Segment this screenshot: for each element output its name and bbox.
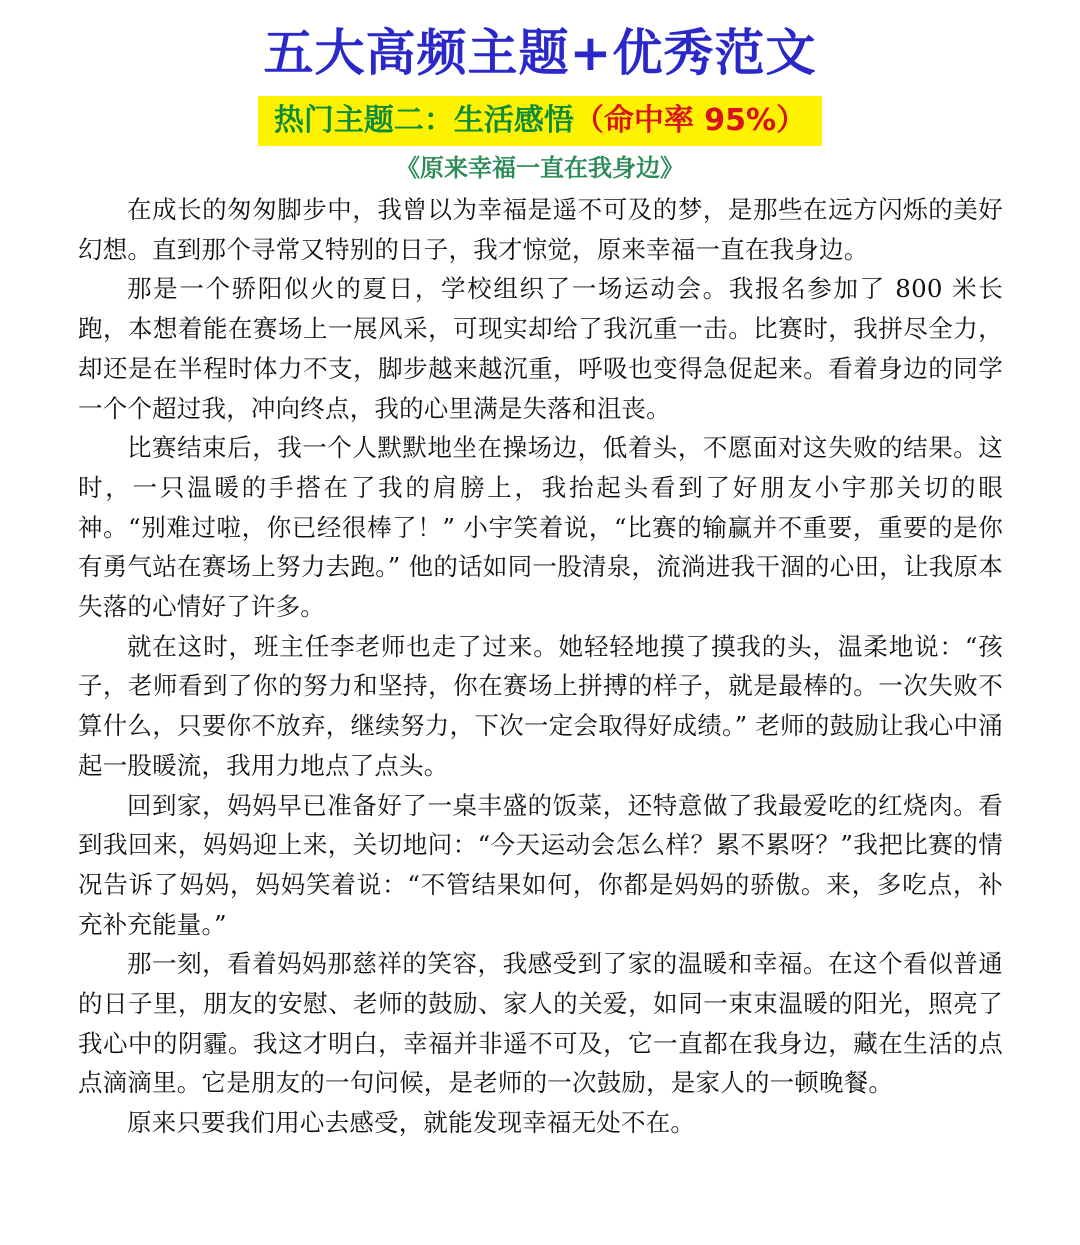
essay-paragraph: 那一刻，看着妈妈那慈祥的笑容，我感受到了家的温暖和幸福。在这个看似普通的日子里，朋友的安慰、老师的鼓励、家人的关爱，如同一束束温暖的阳光，照亮了我心中的阴霾。我这才明白，幸福并非遥不可及，它一直都在我身边，藏在生活的点点滴滴里。它是朋友的一句问候，是老师的一次鼓励，是家人的一顿晚餐。 — [78, 949, 1003, 1098]
subtitle-banner — [0, 96, 1080, 146]
essay-paragraph: 在成长的匆匆脚步中，我曾以为幸福是遥不可及的梦，是那些在远方闪烁的美好幻想。直到那个寻常又特别的日子，我才惊觉，原来幸福一直在我身边。 — [78, 195, 1003, 264]
subtitle-theme: 热门主题二：生活感悟 — [273, 103, 574, 138]
essay-title: 《原来幸福一直在我身边》 — [396, 153, 684, 182]
essay-paragraph: 原来只要我们用心去感受，就能发现幸福无处不在。 — [127, 1108, 696, 1138]
essay-paragraph: 那是一个骄阳似火的夏日，学校组织了一场运动会。我报名参加了 800 米长跑，本想着能在赛场上一展风采，可现实却给了我沉重一击。比赛时，我拼尽全力，却还是在半程时体力不支，脚步越来越沉重，呼吸也变得急促起来。看着身边的同学一个个超过我，冲向终点，我的心里满是失落和沮丧。 — [78, 274, 1003, 423]
essay-paragraph: 比赛结束后，我一个人默默地坐在操场边，低着头，不愿面对这失败的结果。这时，一只温暖的手搭在了我的肩膀上，我抬起头看到了好朋友小宇那关切的眼神。“别难过啦，你已经很棒了！” 小宇笑着说，“比赛的输赢并不重要，重要的是你有勇气站在赛场上努力去跑。” 他的话如同一股清泉，流淌进我干涸的心田，让我原本失落的心情好了许多。 — [78, 433, 1003, 622]
essay-paragraph: 回到家，妈妈早已准备好了一桌丰盛的饭菜，还特意做了我最爱吃的红烧肉。看到我回来，妈妈迎上来，关切地问：“今天运动会怎么样？累不累呀？”我把比赛的情况告诉了妈妈，妈妈笑着说：“不管结果如何，你都是妈妈的骄傲。来，多吃点，补充补充能量。” — [78, 790, 1003, 939]
main-title: 五大高频主题+优秀范文 — [263, 24, 817, 82]
essay-paragraph: 就在这时，班主任李老师也走了过来。她轻轻地摸了摸我的头，温柔地说：“孩子，老师看到了你的努力和坚持，你在赛场上拼搏的样子，就是最棒的。一次失败不算什么，只要你不放弃，继续努力，下次一定会取得好成绩。” 老师的鼓励让我心中涌起一股暖流，我用力地点了点头。 — [78, 631, 1003, 780]
subtitle-hit-rate: （命中率 95%） — [573, 103, 807, 138]
subtitle-highlight — [258, 96, 822, 146]
essay-body — [78, 190, 1003, 1143]
